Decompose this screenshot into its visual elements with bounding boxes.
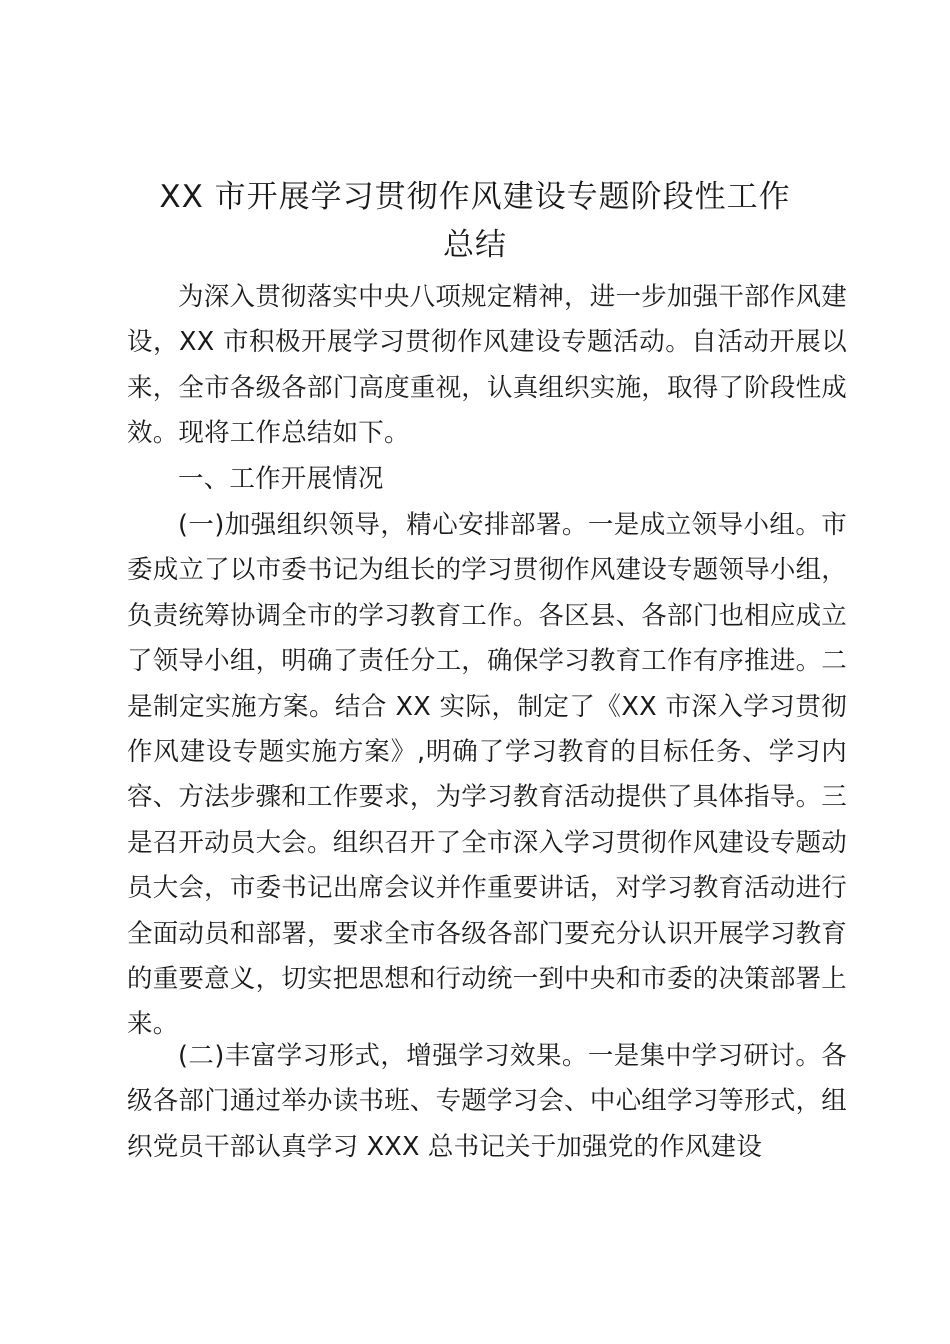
intro-paragraph: 为深入贯彻落实中央八项规定精神，进一步加强干部作风建设，XX 市积极开展学习贯彻作风建设专题活动。自活动开展以来，全市各级各部门高度重视，认真组织实施，取得了阶段性成效。现将工作总结如下。: [127, 282, 847, 449]
section-heading: 一、工作开展情况: [178, 464, 384, 494]
document-title-line-1: XX 市开展学习贯彻作风建设专题阶段性工作: [159, 179, 791, 215]
body-paragraph: (一)加强组织领导，精心安排部署。一是成立领导小组。市委成立了以市委书记为组长的学习贯彻作风建设专题领导小组，负责统筹协调全市的学习教育工作。各区县、各部门也相应成立了领导小组，明确了责任分工，确保学习教育工作有序推进。二是制定实施方案。结合 XX 实际，制定了《XX 市深入学习贯彻作风建设专题实施方案》,明确了学习教育的目标任务、学习内容、方法步骤和工作要求，为学习教育活动提供了具体指导。三是召开动员大会。组织召开了全市深入学习贯彻作风建设专题动员大会，市委书记出席会议并作重要讲话，对学习教育活动进行全面动员和部署，要求全市各级各部门要充分认识开展学习教育的重要意义，切实把思想和行动统一到中央和市委的决策部署上来。: [127, 510, 847, 1040]
body-paragraph: (二)丰富学习形式，增强学习效果。一是集中学习研讨。各级各部门通过举办读书班、专题学习会、中心组学习等形式，组织党员干部认真学习 XXX 总书记关于加强党的作风建设: [127, 1041, 847, 1162]
document-title-line-2: 总结: [443, 227, 507, 263]
